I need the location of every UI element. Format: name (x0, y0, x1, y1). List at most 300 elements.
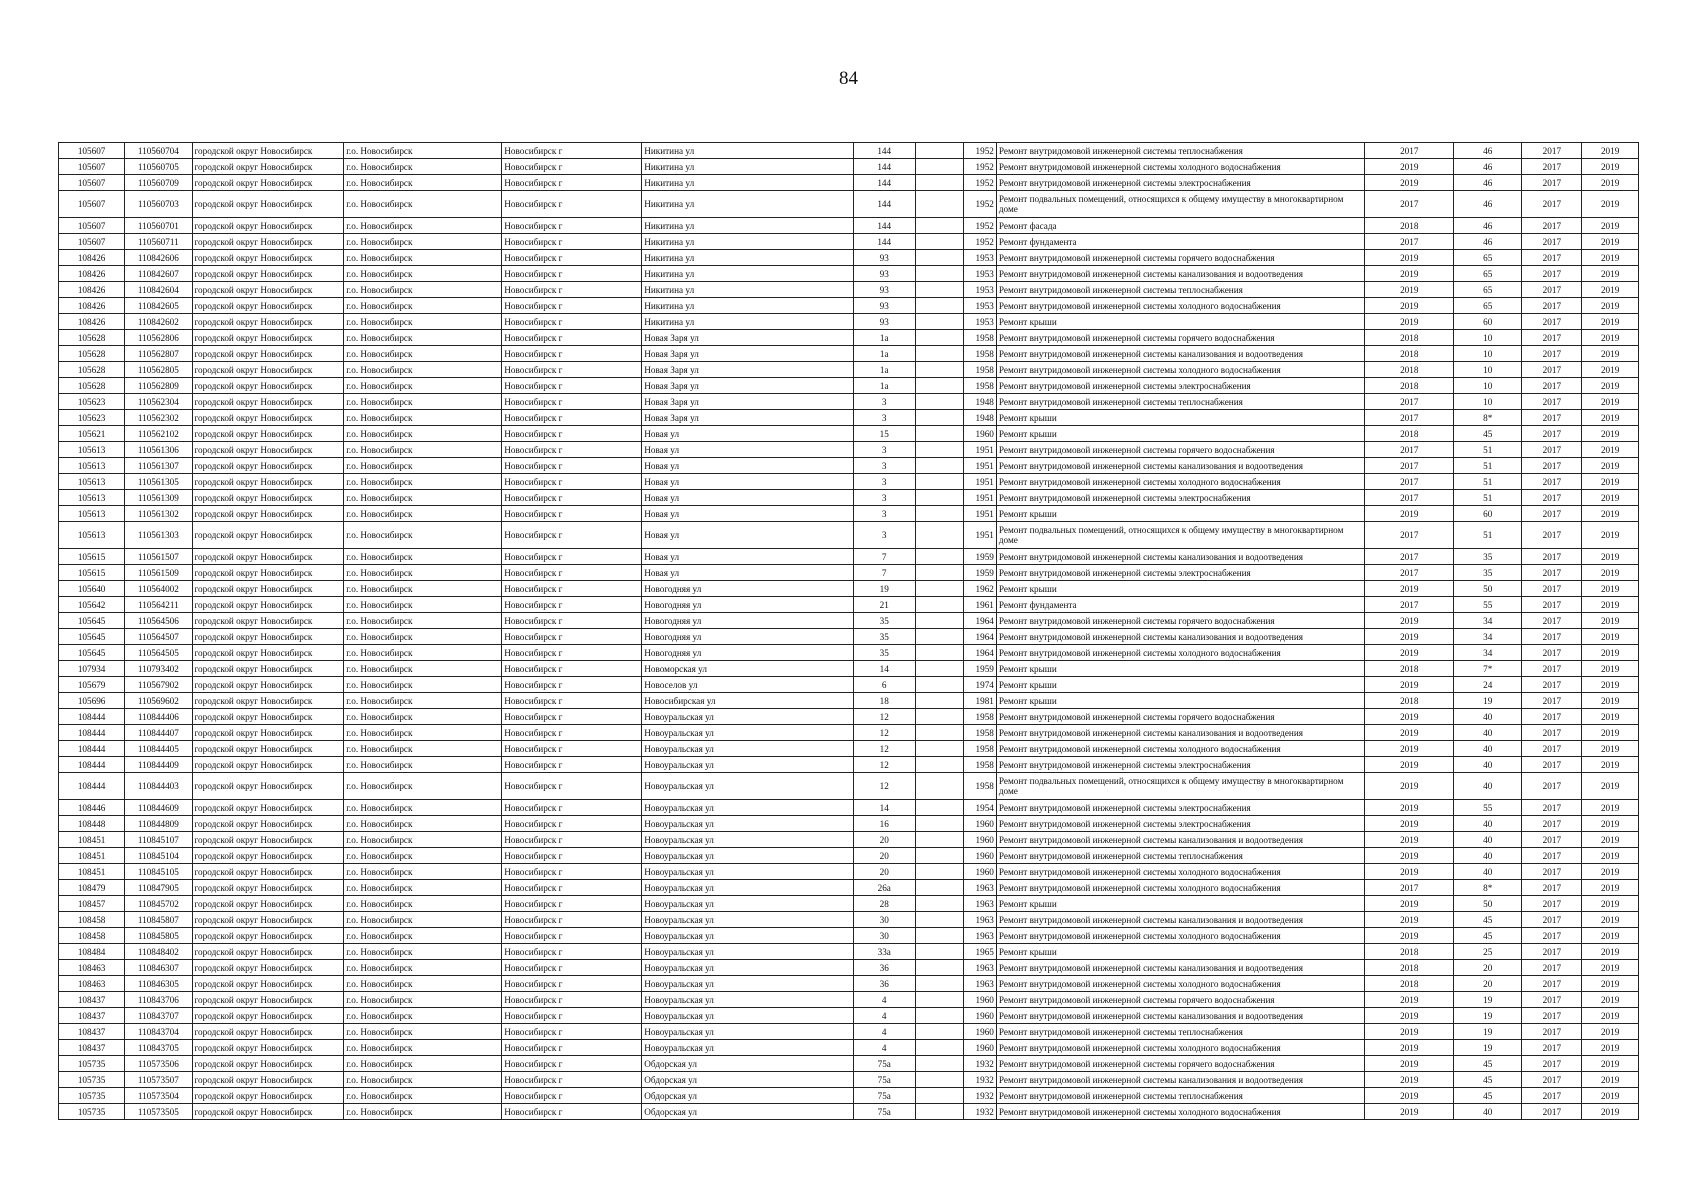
cell-building (915, 1024, 963, 1040)
cell-municipal-district: городской округ Новосибирск (192, 234, 344, 250)
cell-period-end: 2019 (1582, 677, 1639, 693)
cell-work-type: Ремонт внутридомовой инженерной системы канализования и водоотведения (996, 629, 1365, 645)
cell-settlement: Новосибирск г (502, 442, 642, 458)
cell-building (915, 629, 963, 645)
cell-period-end: 2019 (1582, 741, 1639, 757)
table-row (59, 880, 1639, 896)
cell-settlement: Новосибирск г (502, 581, 642, 597)
cell-municipality: г.о. Новосибирск (344, 298, 502, 314)
cell-year-built: 1948 (963, 410, 996, 426)
table-row (59, 250, 1639, 266)
cell-house-id: 108451 (59, 848, 125, 864)
cell-percent: 40 (1454, 848, 1522, 864)
cell-house-number: 21 (853, 597, 915, 613)
cell-house-id: 108426 (59, 314, 125, 330)
cell-municipality: г.о. Новосибирск (344, 896, 502, 912)
cell-street: Обдорская ул (642, 1072, 854, 1088)
cell-plan-year: 2017 (1365, 880, 1454, 896)
cell-record-id: 110562304 (125, 394, 192, 410)
cell-house-id: 108426 (59, 282, 125, 298)
cell-street: Никитина ул (642, 314, 854, 330)
cell-plan-year: 2017 (1365, 597, 1454, 613)
cell-plan-year: 2017 (1365, 442, 1454, 458)
cell-municipality: г.о. Новосибирск (344, 490, 502, 506)
table-row (59, 864, 1639, 880)
cell-record-id: 110845104 (125, 848, 192, 864)
cell-municipal-district: городской округ Новосибирск (192, 992, 344, 1008)
cell-work-type: Ремонт фундамента (996, 597, 1365, 613)
cell-settlement: Новосибирск г (502, 928, 642, 944)
cell-municipal-district: городской округ Новосибирск (192, 250, 344, 266)
cell-period-start: 2017 (1522, 474, 1582, 490)
cell-street: Никитина ул (642, 159, 854, 175)
cell-municipality: г.о. Новосибирск (344, 522, 502, 549)
cell-period-start: 2017 (1522, 645, 1582, 661)
cell-house-id: 105645 (59, 645, 125, 661)
cell-work-type: Ремонт фундамента (996, 234, 1365, 250)
cell-period-start: 2017 (1522, 362, 1582, 378)
cell-building (915, 346, 963, 362)
table-row (59, 234, 1639, 250)
cell-record-id: 110842607 (125, 266, 192, 282)
cell-municipality: г.о. Новосибирск (344, 394, 502, 410)
cell-work-type: Ремонт внутридомовой инженерной системы канализования и водоотведения (996, 912, 1365, 928)
cell-percent: 46 (1454, 159, 1522, 175)
table-row (59, 191, 1639, 218)
cell-record-id: 110564002 (125, 581, 192, 597)
cell-municipality: г.о. Новосибирск (344, 474, 502, 490)
cell-percent: 40 (1454, 1104, 1522, 1120)
cell-work-type: Ремонт внутридомовой инженерной системы канализования и водоотведения (996, 549, 1365, 565)
cell-settlement: Новосибирск г (502, 816, 642, 832)
cell-street: Никитина ул (642, 143, 854, 159)
cell-percent: 40 (1454, 773, 1522, 800)
cell-year-built: 1932 (963, 1104, 996, 1120)
cell-municipality: г.о. Новосибирск (344, 1040, 502, 1056)
cell-house-id: 105735 (59, 1088, 125, 1104)
cell-work-type: Ремонт внутридомовой инженерной системы горячего водоснабжения (996, 330, 1365, 346)
cell-period-start: 2017 (1522, 773, 1582, 800)
cell-settlement: Новосибирск г (502, 394, 642, 410)
cell-period-end: 2019 (1582, 832, 1639, 848)
table-row (59, 944, 1639, 960)
cell-year-built: 1958 (963, 378, 996, 394)
cell-record-id: 110843704 (125, 1024, 192, 1040)
cell-period-start: 2017 (1522, 346, 1582, 362)
table-row (59, 565, 1639, 581)
cell-house-number: 93 (853, 250, 915, 266)
cell-work-type: Ремонт внутридомовой инженерной системы электроснабжения (996, 175, 1365, 191)
cell-municipal-district: городской округ Новосибирск (192, 848, 344, 864)
cell-building (915, 928, 963, 944)
cell-settlement: Новосибирск г (502, 880, 642, 896)
cell-year-built: 1963 (963, 880, 996, 896)
cell-record-id: 110561303 (125, 522, 192, 549)
cell-year-built: 1960 (963, 426, 996, 442)
cell-building (915, 800, 963, 816)
table-row (59, 896, 1639, 912)
cell-percent: 65 (1454, 266, 1522, 282)
cell-street: Новогодняя ул (642, 645, 854, 661)
cell-period-start: 2017 (1522, 426, 1582, 442)
cell-settlement: Новосибирск г (502, 944, 642, 960)
cell-year-built: 1953 (963, 282, 996, 298)
cell-period-start: 2017 (1522, 709, 1582, 725)
table-row (59, 816, 1639, 832)
cell-municipal-district: городской округ Новосибирск (192, 677, 344, 693)
cell-percent: 60 (1454, 314, 1522, 330)
cell-percent: 8* (1454, 880, 1522, 896)
cell-record-id: 110573506 (125, 1056, 192, 1072)
cell-house-id: 108484 (59, 944, 125, 960)
cell-plan-year: 2019 (1365, 1072, 1454, 1088)
cell-period-start: 2017 (1522, 1072, 1582, 1088)
cell-period-start: 2017 (1522, 1040, 1582, 1056)
cell-work-type: Ремонт внутридомовой инженерной системы канализования и водоотведения (996, 1008, 1365, 1024)
cell-plan-year: 2018 (1365, 346, 1454, 362)
cell-street: Новая Заря ул (642, 330, 854, 346)
cell-period-start: 2017 (1522, 394, 1582, 410)
cell-record-id: 110564507 (125, 629, 192, 645)
cell-period-end: 2019 (1582, 944, 1639, 960)
cell-period-start: 2017 (1522, 549, 1582, 565)
cell-street: Новая ул (642, 490, 854, 506)
cell-house-id: 105607 (59, 218, 125, 234)
cell-municipality: г.о. Новосибирск (344, 1072, 502, 1088)
cell-plan-year: 2019 (1365, 832, 1454, 848)
cell-percent: 7* (1454, 661, 1522, 677)
cell-street: Новая ул (642, 442, 854, 458)
cell-percent: 65 (1454, 250, 1522, 266)
cell-street: Новая Заря ул (642, 378, 854, 394)
cell-record-id: 110561509 (125, 565, 192, 581)
cell-municipality: г.о. Новосибирск (344, 912, 502, 928)
cell-municipal-district: городской округ Новосибирск (192, 330, 344, 346)
table-row (59, 773, 1639, 800)
cell-work-type: Ремонт внутридомовой инженерной системы электроснабжения (996, 565, 1365, 581)
cell-plan-year: 2017 (1365, 458, 1454, 474)
cell-building (915, 960, 963, 976)
cell-percent: 24 (1454, 677, 1522, 693)
cell-period-start: 2017 (1522, 864, 1582, 880)
cell-building (915, 661, 963, 677)
cell-period-end: 2019 (1582, 661, 1639, 677)
cell-street: Новоуральская ул (642, 816, 854, 832)
cell-municipal-district: городской округ Новосибирск (192, 816, 344, 832)
cell-year-built: 1958 (963, 725, 996, 741)
cell-year-built: 1962 (963, 581, 996, 597)
cell-house-id: 105613 (59, 522, 125, 549)
cell-work-type: Ремонт внутридомовой инженерной системы холодного водоснабжения (996, 159, 1365, 175)
cell-house-id: 105628 (59, 346, 125, 362)
cell-period-start: 2017 (1522, 693, 1582, 709)
cell-year-built: 1932 (963, 1056, 996, 1072)
cell-period-start: 2017 (1522, 143, 1582, 159)
cell-period-start: 2017 (1522, 250, 1582, 266)
cell-plan-year: 2017 (1365, 410, 1454, 426)
cell-percent: 20 (1454, 976, 1522, 992)
cell-building (915, 442, 963, 458)
cell-house-number: 75а (853, 1104, 915, 1120)
cell-street: Новосибирская ул (642, 693, 854, 709)
cell-building (915, 896, 963, 912)
cell-municipal-district: городской округ Новосибирск (192, 522, 344, 549)
cell-record-id: 110567902 (125, 677, 192, 693)
cell-municipality: г.о. Новосибирск (344, 1088, 502, 1104)
cell-year-built: 1960 (963, 848, 996, 864)
cell-street: Никитина ул (642, 191, 854, 218)
cell-work-type: Ремонт внутридомовой инженерной системы холодного водоснабжения (996, 864, 1365, 880)
cell-period-end: 2019 (1582, 757, 1639, 773)
cell-municipality: г.о. Новосибирск (344, 506, 502, 522)
cell-house-number: 144 (853, 159, 915, 175)
cell-street: Новоморская ул (642, 661, 854, 677)
table-row (59, 143, 1639, 159)
cell-building (915, 693, 963, 709)
cell-street: Новогодняя ул (642, 613, 854, 629)
cell-building (915, 175, 963, 191)
cell-building (915, 474, 963, 490)
table-row (59, 800, 1639, 816)
cell-percent: 65 (1454, 282, 1522, 298)
cell-settlement: Новосибирск г (502, 410, 642, 426)
cell-house-id: 105615 (59, 565, 125, 581)
cell-house-number: 75а (853, 1056, 915, 1072)
cell-year-built: 1951 (963, 490, 996, 506)
cell-record-id: 110847905 (125, 880, 192, 896)
table-row (59, 410, 1639, 426)
cell-period-end: 2019 (1582, 442, 1639, 458)
cell-year-built: 1952 (963, 175, 996, 191)
cell-house-id: 105607 (59, 175, 125, 191)
cell-street: Никитина ул (642, 298, 854, 314)
cell-street: Новоуральская ул (642, 912, 854, 928)
cell-percent: 65 (1454, 298, 1522, 314)
cell-year-built: 1959 (963, 661, 996, 677)
cell-house-number: 3 (853, 442, 915, 458)
cell-period-end: 2019 (1582, 506, 1639, 522)
cell-building (915, 1040, 963, 1056)
table-row (59, 741, 1639, 757)
cell-settlement: Новосибирск г (502, 314, 642, 330)
cell-house-id: 105696 (59, 693, 125, 709)
cell-house-id: 105607 (59, 191, 125, 218)
cell-house-number: 1а (853, 362, 915, 378)
cell-percent: 50 (1454, 581, 1522, 597)
cell-work-type: Ремонт внутридомовой инженерной системы электроснабжения (996, 816, 1365, 832)
cell-municipality: г.о. Новосибирск (344, 944, 502, 960)
cell-plan-year: 2019 (1365, 250, 1454, 266)
cell-building (915, 410, 963, 426)
cell-percent: 45 (1454, 1056, 1522, 1072)
register-table (58, 142, 1639, 1120)
cell-municipality: г.о. Новосибирск (344, 816, 502, 832)
cell-year-built: 1954 (963, 800, 996, 816)
cell-percent: 10 (1454, 378, 1522, 394)
cell-percent: 40 (1454, 709, 1522, 725)
cell-period-end: 2019 (1582, 645, 1639, 661)
cell-period-start: 2017 (1522, 757, 1582, 773)
cell-municipal-district: городской округ Новосибирск (192, 1008, 344, 1024)
cell-house-id: 105628 (59, 378, 125, 394)
cell-year-built: 1953 (963, 266, 996, 282)
cell-period-end: 2019 (1582, 522, 1639, 549)
cell-percent: 45 (1454, 426, 1522, 442)
cell-building (915, 992, 963, 1008)
cell-year-built: 1953 (963, 314, 996, 330)
cell-record-id: 110564506 (125, 613, 192, 629)
cell-settlement: Новосибирск г (502, 960, 642, 976)
cell-municipality: г.о. Новосибирск (344, 426, 502, 442)
cell-street: Новая ул (642, 549, 854, 565)
cell-period-start: 2017 (1522, 976, 1582, 992)
cell-municipal-district: городской округ Новосибирск (192, 458, 344, 474)
cell-settlement: Новосибирск г (502, 549, 642, 565)
cell-plan-year: 2018 (1365, 426, 1454, 442)
cell-settlement: Новосибирск г (502, 474, 642, 490)
cell-municipal-district: городской округ Новосибирск (192, 474, 344, 490)
cell-record-id: 110573504 (125, 1088, 192, 1104)
cell-house-id: 105607 (59, 143, 125, 159)
cell-building (915, 143, 963, 159)
cell-year-built: 1960 (963, 864, 996, 880)
cell-building (915, 832, 963, 848)
table-row (59, 645, 1639, 661)
cell-percent: 46 (1454, 175, 1522, 191)
cell-period-start: 2017 (1522, 442, 1582, 458)
cell-house-number: 7 (853, 565, 915, 581)
cell-street: Новая ул (642, 474, 854, 490)
cell-work-type: Ремонт внутридомовой инженерной системы холодного водоснабжения (996, 298, 1365, 314)
cell-house-number: 3 (853, 506, 915, 522)
cell-work-type: Ремонт внутридомовой инженерной системы горячего водоснабжения (996, 250, 1365, 266)
register-body (59, 143, 1639, 1120)
cell-house-number: 1а (853, 346, 915, 362)
cell-percent: 46 (1454, 191, 1522, 218)
cell-house-number: 15 (853, 426, 915, 442)
cell-period-end: 2019 (1582, 1088, 1639, 1104)
cell-record-id: 110845107 (125, 832, 192, 848)
cell-percent: 34 (1454, 629, 1522, 645)
cell-settlement: Новосибирск г (502, 741, 642, 757)
cell-settlement: Новосибирск г (502, 848, 642, 864)
cell-street: Новоуральская ул (642, 800, 854, 816)
cell-period-end: 2019 (1582, 613, 1639, 629)
cell-record-id: 110848402 (125, 944, 192, 960)
cell-building (915, 1088, 963, 1104)
cell-period-start: 2017 (1522, 191, 1582, 218)
cell-record-id: 110844406 (125, 709, 192, 725)
cell-year-built: 1951 (963, 506, 996, 522)
cell-house-id: 108463 (59, 960, 125, 976)
cell-record-id: 110842606 (125, 250, 192, 266)
cell-settlement: Новосибирск г (502, 330, 642, 346)
cell-year-built: 1963 (963, 928, 996, 944)
table-row (59, 1056, 1639, 1072)
cell-work-type: Ремонт подвальных помещений, относящихся к общему имуществу в многоквартирном доме (996, 773, 1365, 800)
cell-year-built: 1961 (963, 597, 996, 613)
cell-house-id: 105640 (59, 581, 125, 597)
cell-record-id: 110843706 (125, 992, 192, 1008)
cell-municipality: г.о. Новосибирск (344, 282, 502, 298)
cell-period-start: 2017 (1522, 1024, 1582, 1040)
cell-plan-year: 2019 (1365, 629, 1454, 645)
cell-municipal-district: городской округ Новосибирск (192, 410, 344, 426)
cell-work-type: Ремонт внутридомовой инженерной системы электроснабжения (996, 757, 1365, 773)
cell-period-end: 2019 (1582, 1024, 1639, 1040)
cell-year-built: 1958 (963, 362, 996, 378)
cell-work-type: Ремонт внутридомовой инженерной системы теплоснабжения (996, 1088, 1365, 1104)
cell-period-end: 2019 (1582, 394, 1639, 410)
cell-street: Обдорская ул (642, 1088, 854, 1104)
cell-period-start: 2017 (1522, 506, 1582, 522)
cell-municipal-district: городской округ Новосибирск (192, 864, 344, 880)
cell-period-start: 2017 (1522, 928, 1582, 944)
cell-municipal-district: городской округ Новосибирск (192, 1072, 344, 1088)
cell-plan-year: 2019 (1365, 1040, 1454, 1056)
cell-building (915, 330, 963, 346)
cell-house-number: 3 (853, 522, 915, 549)
cell-street: Никитина ул (642, 234, 854, 250)
cell-street: Новоуральская ул (642, 976, 854, 992)
cell-settlement: Новосибирск г (502, 266, 642, 282)
cell-settlement: Новосибирск г (502, 490, 642, 506)
cell-settlement: Новосибирск г (502, 597, 642, 613)
cell-work-type: Ремонт внутридомовой инженерной системы горячего водоснабжения (996, 992, 1365, 1008)
cell-street: Новоуральская ул (642, 896, 854, 912)
cell-period-end: 2019 (1582, 362, 1639, 378)
cell-house-number: 7 (853, 549, 915, 565)
cell-settlement: Новосибирск г (502, 143, 642, 159)
cell-period-end: 2019 (1582, 346, 1639, 362)
cell-work-type: Ремонт подвальных помещений, относящихся к общему имуществу в многоквартирном доме (996, 522, 1365, 549)
cell-record-id: 110846307 (125, 960, 192, 976)
cell-municipality: г.о. Новосибирск (344, 581, 502, 597)
table-row (59, 458, 1639, 474)
cell-plan-year: 2018 (1365, 362, 1454, 378)
cell-period-end: 2019 (1582, 143, 1639, 159)
cell-building (915, 250, 963, 266)
cell-municipal-district: городской округ Новосибирск (192, 191, 344, 218)
cell-building (915, 1072, 963, 1088)
cell-plan-year: 2017 (1365, 565, 1454, 581)
cell-municipality: г.о. Новосибирск (344, 565, 502, 581)
cell-municipal-district: городской округ Новосибирск (192, 645, 344, 661)
cell-municipality: г.о. Новосибирск (344, 741, 502, 757)
cell-house-number: 3 (853, 474, 915, 490)
cell-work-type: Ремонт внутридомовой инженерной системы холодного водоснабжения (996, 1040, 1365, 1056)
cell-record-id: 110845702 (125, 896, 192, 912)
cell-building (915, 816, 963, 832)
cell-house-id: 108444 (59, 773, 125, 800)
cell-building (915, 394, 963, 410)
cell-period-start: 2017 (1522, 1008, 1582, 1024)
cell-plan-year: 2019 (1365, 159, 1454, 175)
cell-municipality: г.о. Новосибирск (344, 960, 502, 976)
cell-period-start: 2017 (1522, 378, 1582, 394)
cell-street: Новая ул (642, 426, 854, 442)
cell-house-id: 108437 (59, 1024, 125, 1040)
cell-year-built: 1963 (963, 960, 996, 976)
cell-house-id: 108458 (59, 912, 125, 928)
cell-percent: 19 (1454, 1008, 1522, 1024)
cell-building (915, 298, 963, 314)
cell-percent: 40 (1454, 741, 1522, 757)
cell-year-built: 1960 (963, 992, 996, 1008)
cell-municipality: г.о. Новосибирск (344, 175, 502, 191)
table-row (59, 442, 1639, 458)
cell-period-start: 2017 (1522, 159, 1582, 175)
